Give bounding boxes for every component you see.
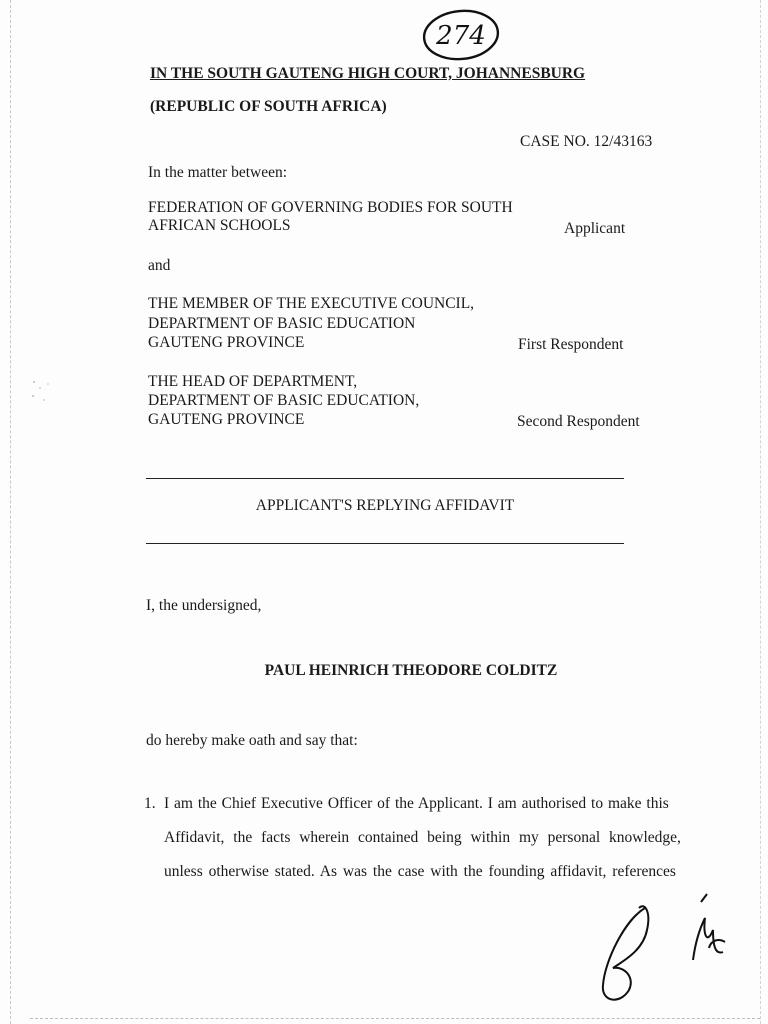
first-respondent-line2: DEPARTMENT OF BASIC EDUCATION <box>148 315 416 332</box>
page-number-stamp <box>420 6 502 64</box>
applicant-name-line1: FEDERATION OF GOVERNING BODIES FOR SOUTH <box>148 199 513 216</box>
applicant-role: Applicant <box>564 220 626 237</box>
case-number: CASE NO. 12/43163 <box>520 133 653 150</box>
title-rule-bottom <box>146 543 624 544</box>
second-respondent-line2: DEPARTMENT OF BASIC EDUCATION, <box>148 392 420 409</box>
title-rule-top <box>146 478 624 479</box>
oath-line: do hereby make oath and say that: <box>146 732 358 749</box>
paragraph-1-line3: unless otherwise stated. As was the case with the founding affidavit, references <box>164 863 676 880</box>
handwritten-initials <box>595 890 745 1010</box>
second-respondent-role: Second Respondent <box>517 413 640 430</box>
court-heading: IN THE SOUTH GAUTENG HIGH COURT, JOHANNESBURG <box>150 65 586 82</box>
and-connector: and <box>148 257 171 274</box>
scan-edge-left <box>10 0 12 1024</box>
first-respondent-line1: THE MEMBER OF THE EXECUTIVE COUNCIL, <box>148 295 475 312</box>
first-respondent-line3: GAUTENG PROVINCE <box>148 334 305 351</box>
scan-edge-right <box>760 0 762 1024</box>
paragraph-1-line2: Affidavit, the facts wherein contained being within my personal knowledge, <box>164 829 681 846</box>
scan-edge-bottom <box>30 1018 760 1020</box>
republic-heading: (REPUBLIC OF SOUTH AFRICA) <box>150 98 387 115</box>
matter-intro: In the matter between: <box>148 164 288 181</box>
applicant-name-line2: AFRICAN SCHOOLS <box>148 217 291 234</box>
deponent-name: PAUL HEINRICH THEODORE COLDITZ <box>264 662 558 679</box>
second-respondent-line1: THE HEAD OF DEPARTMENT, <box>148 373 358 390</box>
first-respondent-role: First Respondent <box>518 336 624 353</box>
second-respondent-line3: GAUTENG PROVINCE <box>148 411 305 428</box>
stamp-number: 274 <box>436 21 486 51</box>
paragraph-1-number: 1. <box>144 795 156 812</box>
paragraph-1-line1: I am the Chief Executive Officer of the Applicant. I am authorised to make this <box>164 795 669 812</box>
undersigned-line: I, the undersigned, <box>146 597 262 614</box>
document-title: APPLICANT'S REPLYING AFFIDAVIT <box>255 497 515 514</box>
scan-specks <box>30 378 54 408</box>
